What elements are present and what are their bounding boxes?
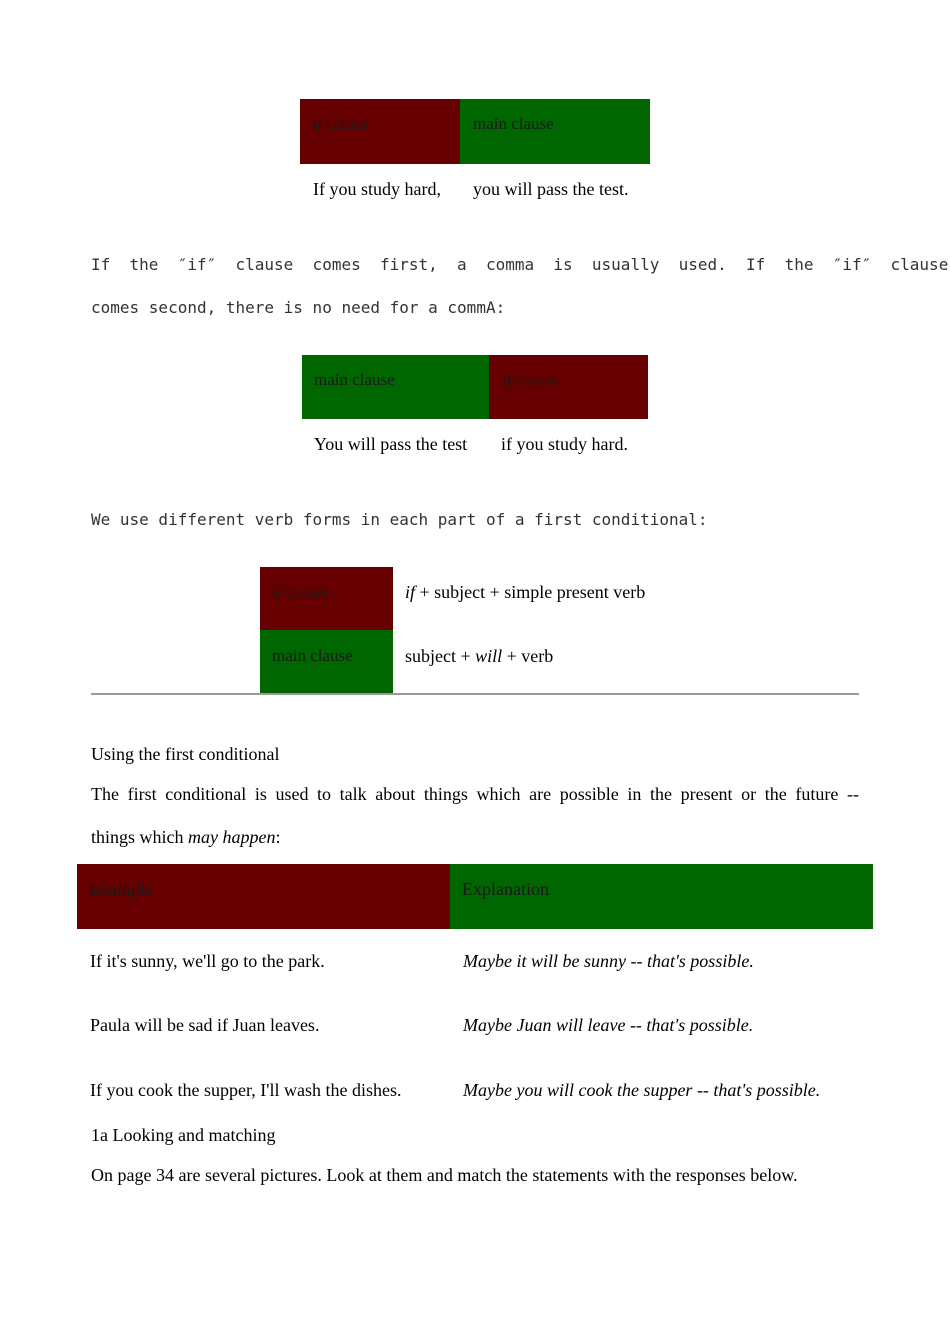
intro-text: things which bbox=[91, 827, 188, 847]
main-clause-label: main clause bbox=[272, 646, 353, 665]
formula-text: + verb bbox=[502, 646, 554, 666]
if-word: if bbox=[272, 582, 282, 601]
may-happen-emphasis: may happen bbox=[188, 827, 276, 847]
examples-table bbox=[77, 864, 873, 1123]
table1-example-main: you will pass the test. bbox=[473, 179, 629, 199]
exercise-text: On page 34 are several pictures. Look at them and match the statements with the responses below. bbox=[91, 1165, 798, 1185]
table-row bbox=[77, 1058, 873, 1123]
section-title: Using the first conditional bbox=[91, 744, 280, 764]
example-column-header: Example bbox=[77, 864, 450, 929]
examples-table-header bbox=[77, 864, 873, 929]
if-word: if bbox=[312, 114, 322, 133]
explanation-cell: Maybe you will cook the supper -- that's possible. bbox=[463, 1079, 821, 1100]
table3-if-formula bbox=[405, 582, 645, 603]
explanation-column-header: Explanation bbox=[450, 864, 873, 929]
table-row bbox=[77, 994, 873, 1059]
horizontal-divider bbox=[91, 693, 859, 695]
table2-main-clause-header bbox=[302, 355, 489, 419]
clause-word: clause bbox=[281, 582, 329, 601]
main-clause-label: main clause bbox=[314, 370, 395, 389]
table2-if-clause-header bbox=[489, 355, 648, 419]
will-word: will bbox=[475, 646, 503, 666]
example-cell: Paula will be sad if Juan leaves. bbox=[90, 1015, 320, 1036]
comma-paragraph-line2: comes second, there is no need for a commA: bbox=[91, 298, 506, 317]
example-cell: If it's sunny, we'll go to the park. bbox=[90, 950, 325, 971]
table1-example-if: If you study hard, bbox=[313, 179, 441, 199]
formula-text: + subject + simple present verb bbox=[415, 582, 646, 602]
exercise-title: 1a Looking and matching bbox=[91, 1125, 276, 1145]
table2-example-if: if you study hard. bbox=[501, 434, 628, 454]
table1-if-clause-header bbox=[300, 99, 460, 164]
table2-example-main: You will pass the test bbox=[314, 434, 468, 454]
if-word: if bbox=[405, 582, 416, 602]
explanation-cell: Maybe Juan will leave -- that's possible. bbox=[463, 1015, 754, 1036]
table1-main-clause-header bbox=[460, 99, 650, 164]
table-row bbox=[77, 929, 873, 994]
explanation-cell: Maybe it will be sunny -- that's possible. bbox=[463, 950, 754, 971]
intro-line1: The first conditional is used to talk about things which are possible in the present or the future -- bbox=[91, 784, 859, 804]
intro-text: : bbox=[275, 827, 281, 847]
example-cell: If you cook the supper, I'll wash the dishes. bbox=[90, 1079, 402, 1100]
formula-text: subject + bbox=[405, 646, 476, 666]
comma-paragraph-line1: If the ″if″ clause comes first, a comma is usually used. If the ″if″ clause bbox=[91, 255, 949, 274]
table3-main-clause-cell bbox=[260, 630, 393, 693]
table3-if-clause-cell bbox=[260, 567, 393, 630]
clause-word: clause bbox=[511, 371, 559, 390]
clause-word: clause bbox=[321, 114, 369, 133]
main-clause-label: main clause bbox=[473, 114, 554, 133]
table3-main-formula bbox=[405, 646, 553, 667]
if-word: If bbox=[501, 371, 512, 390]
intro-line2 bbox=[91, 827, 281, 848]
verb-forms-sentence: We use different verb forms in each part of a first conditional: bbox=[91, 510, 708, 529]
